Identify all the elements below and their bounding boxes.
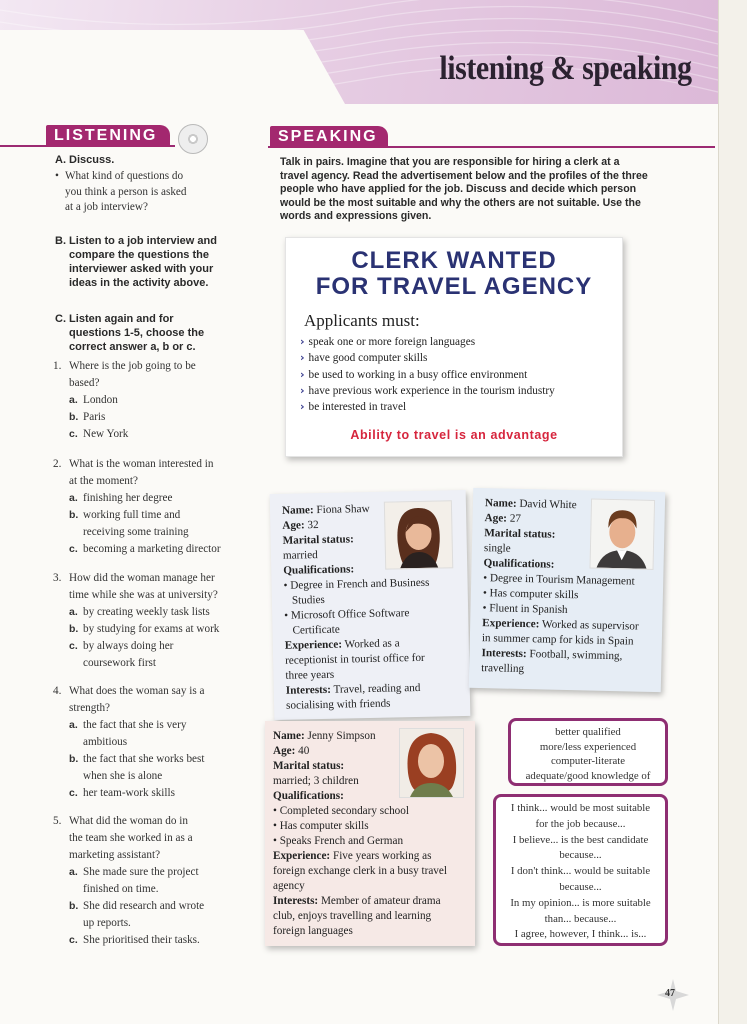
advert-subtitle: Applicants must: bbox=[304, 311, 420, 330]
page-edge bbox=[718, 0, 747, 1024]
speaking-instructions bbox=[280, 156, 670, 224]
portrait-fiona bbox=[385, 501, 452, 568]
instruction-line: travel agency. Read the advertisement below and the profiles of the three bbox=[280, 169, 648, 182]
activity-c-line: correct answer a, b or c. bbox=[69, 341, 196, 353]
profile-name: Jenny Simpson bbox=[307, 730, 376, 742]
instruction-line: Talk in pairs. Imagine that you are responsible for hiring a clerk at a bbox=[280, 156, 620, 168]
profile-age: 27 bbox=[509, 512, 522, 525]
question-line: the team she worked in as a bbox=[69, 832, 193, 844]
advert-footer: Ability to travel is an advantage bbox=[350, 428, 558, 442]
activity-b-line: ideas in the activity above. bbox=[69, 277, 209, 289]
words-box bbox=[508, 718, 668, 786]
requirement-item: › be interested in travel bbox=[300, 400, 407, 414]
activity-c-line: questions 1-5, choose the bbox=[69, 327, 205, 339]
advert-title bbox=[286, 248, 622, 300]
question-line: What is the woman interested in bbox=[69, 458, 214, 470]
profile-card-david: Name: David White Age: 27 Marital status: single Qualifications: • Degree in Tourism Management • Has computer skills • Fluent in Spanish Experience: Worked as supervisor in summer camp for kids in Spain Interests: Football, swimming, travelling bbox=[469, 488, 665, 692]
activity-a-heading: A. Discuss. bbox=[55, 154, 115, 166]
question-line: Where is the job going to be bbox=[69, 360, 196, 372]
expression-line: because... bbox=[559, 880, 602, 893]
requirements-list bbox=[300, 334, 555, 415]
profile-card-jenny: Name: Jenny Simpson Age: 40 Marital status: married; 3 children Qualifications: • Completed secondary school • Has computer skills • Speaks French and German Experience: Five years working as foreign exchange clerk in a busy travel agency Interests: Member of amateur drama club, enjoys travelling and learning foreign languages bbox=[265, 721, 475, 946]
instruction-line: words and expressions given. bbox=[280, 210, 432, 222]
expression-line: I think... would be most suitable bbox=[510, 802, 651, 814]
requirement-item: › speak one or more foreign languages bbox=[300, 335, 476, 348]
expression-line: for the job because... bbox=[535, 817, 626, 830]
activity-a-line: What kind of questions do bbox=[65, 170, 184, 182]
chevron-right-icon: › bbox=[300, 383, 305, 397]
avatar-fiona bbox=[384, 500, 453, 569]
question-line: marketing assistant? bbox=[69, 849, 161, 861]
expression-line: than... because... bbox=[544, 912, 617, 925]
profile-age: 32 bbox=[307, 519, 319, 532]
option-b[interactable]: b. the fact that she works best when she is alone bbox=[69, 753, 205, 782]
question-1 bbox=[53, 358, 253, 443]
question-number: 1. bbox=[53, 360, 62, 372]
portrait-jenny bbox=[400, 729, 463, 797]
chevron-right-icon: › bbox=[300, 367, 305, 381]
activity-c-line: C. Listen again and for bbox=[55, 313, 174, 325]
page-number: 47 bbox=[665, 988, 675, 999]
option-b[interactable]: b. working full time and receiving some training bbox=[69, 509, 189, 538]
requirement-item: › have previous work experience in the tourism industry bbox=[300, 383, 555, 397]
option-c[interactable]: c. her team-work skills bbox=[69, 787, 175, 799]
expression-line: because... bbox=[559, 849, 602, 862]
option-c[interactable]: c. becoming a marketing director bbox=[69, 543, 221, 555]
option-c[interactable]: c. by always doing her coursework first bbox=[69, 640, 174, 669]
expression-line: I don't think... would be suitable bbox=[510, 865, 651, 878]
portrait-david bbox=[591, 500, 655, 569]
activity-a-text bbox=[65, 169, 187, 216]
option-a[interactable]: a. by creating weekly task lists bbox=[69, 606, 210, 618]
word-item: computer-literate bbox=[550, 755, 626, 768]
expression-line: I agree, however, I think... is... bbox=[514, 928, 647, 941]
option-c[interactable]: c. She prioritised their tasks. bbox=[69, 934, 200, 946]
avatar-david bbox=[589, 499, 655, 570]
header-cut bbox=[0, 30, 345, 104]
profile-name: Fiona Shaw bbox=[316, 502, 370, 517]
avatar-jenny bbox=[399, 728, 464, 798]
profile-marital: single bbox=[483, 542, 511, 555]
activity-a-bullet: • bbox=[55, 170, 59, 182]
question-line: strength? bbox=[69, 702, 111, 714]
activity-c bbox=[55, 312, 204, 354]
activity-b-line: compare the questions the bbox=[69, 249, 209, 261]
activity-a-line: you think a person is asked bbox=[65, 185, 187, 198]
question-3 bbox=[53, 570, 263, 672]
profile-name: David White bbox=[519, 497, 577, 512]
requirement-item: › have good computer skills bbox=[300, 351, 428, 365]
question-number: 5. bbox=[53, 815, 62, 827]
question-line: How did the woman manage her bbox=[69, 572, 215, 584]
instruction-line: people who have applied for the job. Discuss and decide which person bbox=[280, 183, 637, 195]
option-a[interactable]: a. finishing her degree bbox=[69, 492, 173, 504]
profile-marital: married bbox=[282, 549, 318, 562]
speaking-tab: SPEAKING bbox=[270, 126, 388, 148]
word-item: adequate/good knowledge of bbox=[525, 769, 651, 782]
question-line: time while she was at university? bbox=[69, 589, 218, 601]
activity-b bbox=[55, 234, 217, 290]
option-a[interactable]: a. She made sure the project finished on time. bbox=[69, 866, 199, 895]
word-item: more/less experienced bbox=[539, 740, 637, 753]
question-5 bbox=[53, 813, 263, 949]
question-line: What does the woman say is a bbox=[69, 685, 205, 697]
page-title: listening & speaking bbox=[439, 50, 692, 87]
expression-line: I believe... is the best candidate bbox=[512, 833, 649, 846]
option-c[interactable]: c. New York bbox=[69, 428, 129, 440]
option-b[interactable]: b. Paris bbox=[69, 411, 106, 423]
option-b[interactable]: b. by studying for exams at work bbox=[69, 623, 220, 635]
requirement-item: › be used to working in a busy office environment bbox=[300, 367, 528, 381]
profile-card-fiona: Name: Fiona Shaw Age: 32 Marital status: married Qualifications: • Degree in French and Business Studies • Microsoft Office Software Certificate Experience: Worked as a receptionist in tourist office for three years Interests: Travel, reading and socialising with friends bbox=[270, 490, 471, 720]
expressions-box bbox=[493, 794, 668, 946]
question-number: 4. bbox=[53, 685, 62, 697]
profile-marital: married; 3 children bbox=[273, 775, 359, 787]
option-a[interactable]: a. the fact that she is very ambitious bbox=[69, 719, 187, 748]
advert-title-line: CLERK WANTED bbox=[351, 247, 557, 274]
job-advert bbox=[285, 237, 623, 457]
question-line: What did the woman do in bbox=[69, 815, 188, 827]
question-2 bbox=[53, 456, 263, 558]
listening-tab: LISTENING bbox=[46, 125, 170, 147]
question-number: 2. bbox=[53, 458, 62, 470]
chevron-right-icon: › bbox=[300, 335, 305, 348]
profile-age: 40 bbox=[298, 745, 310, 757]
advert-title-line: FOR TRAVEL AGENCY bbox=[315, 273, 593, 300]
question-line: based? bbox=[69, 377, 100, 389]
question-4 bbox=[53, 683, 263, 802]
word-item: better qualified bbox=[555, 726, 621, 738]
instruction-line: would be the most suitable and why the others are not suitable. Use the bbox=[280, 196, 641, 209]
activity-a-line: at a job interview? bbox=[65, 201, 148, 213]
question-line: at the moment? bbox=[69, 475, 138, 487]
expression-line: In my opinion... is more suitable bbox=[510, 896, 651, 909]
option-a[interactable]: a. London bbox=[69, 394, 118, 406]
activity-b-line: interviewer asked with your bbox=[69, 263, 214, 275]
chevron-right-icon: › bbox=[300, 400, 305, 414]
question-number: 3. bbox=[53, 572, 62, 584]
chevron-right-icon: › bbox=[300, 351, 305, 365]
audio-cd-icon[interactable] bbox=[178, 124, 208, 154]
activity-b-line: B. Listen to a job interview and bbox=[55, 235, 217, 247]
option-b[interactable]: b. She did research and wrote up reports. bbox=[69, 900, 205, 929]
